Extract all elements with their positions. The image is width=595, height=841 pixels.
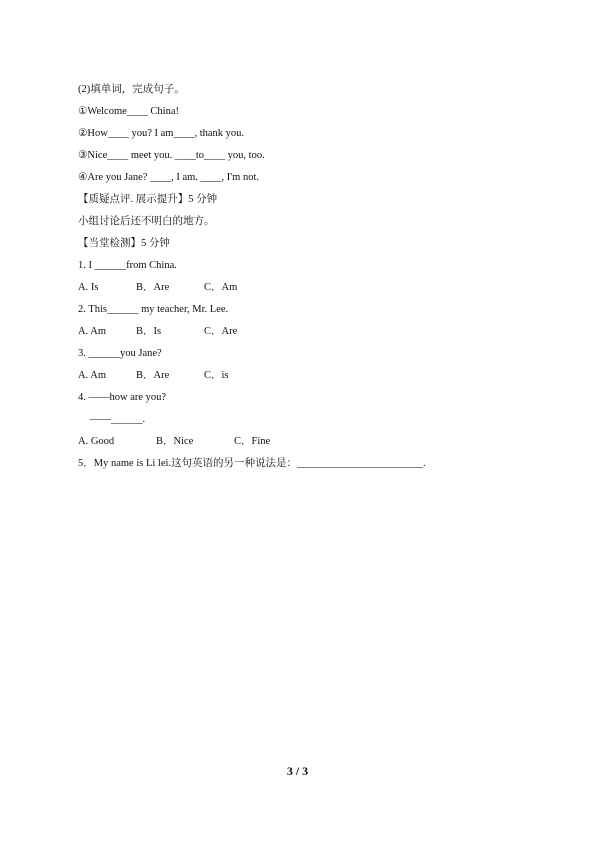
question-1-option-c: C．Am [204, 282, 238, 293]
question-1-stem: 1. I ______from China. [78, 260, 177, 271]
question-4-options [78, 431, 528, 453]
question-2-stem: 2. This______ my teacher, Mr. Lee. [78, 304, 229, 315]
discuss-section-heading: 【质疑点评. 展示提升】5 分钟 [78, 194, 218, 205]
question-2-option-c: C．Are [204, 326, 238, 337]
question-4-option-a: A. Good [78, 436, 115, 447]
question-4-option-b: B．Nice [156, 436, 194, 447]
fill-item-3: ③Nice____ meet you. ____to____ you, too. [78, 150, 265, 161]
question-3-options [78, 365, 528, 387]
fill-item-1: ①Welcome____ China! [78, 106, 180, 117]
question-2-options [78, 321, 528, 343]
question-1-options [78, 277, 528, 299]
fill-item-4: ④Are you Jane? ____, I am. ____, I'm not. [78, 172, 260, 183]
question-3-option-b: B．Are [136, 370, 170, 381]
question-4-stem: 4. ——how are you? [78, 392, 167, 403]
question-4-option-c: C．Fine [234, 436, 271, 447]
question-1-option-a: A. Is [78, 282, 99, 293]
question-3-option-c: C．is [204, 370, 229, 381]
question-4-answer-line: ——______. [90, 414, 146, 425]
question-1-option-b: B．Are [136, 282, 170, 293]
question-2-option-b: B．Is [136, 326, 162, 337]
fill-section-heading: (2)填单词，完成句子。 [78, 84, 185, 95]
question-3-stem: 3. ______you Jane? [78, 348, 162, 359]
page-number: 3 / 3 [286, 764, 309, 778]
question-3-option-a: A. Am [78, 370, 107, 381]
fill-item-2: ②How____ you? I am____, thank you. [78, 128, 245, 139]
question-5-stem: 5．My name is Li lei.这句英语的另一种说法是：________________________. [78, 458, 426, 469]
discuss-section-text: 小组讨论后还不明白的地方。 [78, 216, 215, 227]
test-section-heading: 【当堂检测】5 分钟 [78, 238, 170, 249]
question-2-option-a: A. Am [78, 326, 107, 337]
worksheet-content [78, 79, 528, 475]
